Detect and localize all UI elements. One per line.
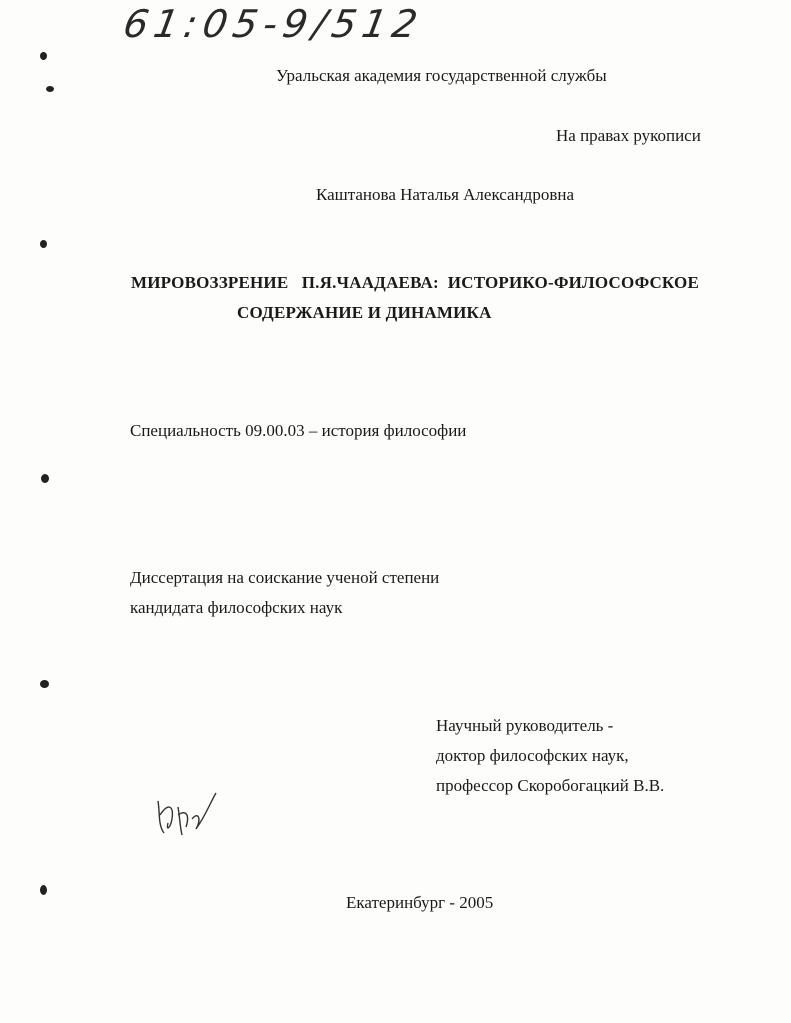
title-line-1: МИРОВОЗЗРЕНИЕ П.Я.ЧААДАЕВА: ИСТОРИКО-ФИЛОСОФСКОЕ xyxy=(131,273,699,292)
title-line-2: СОДЕРЖАНИЕ И ДИНАМИКА xyxy=(237,303,492,322)
manuscript-rights-note: На правах рукописи xyxy=(556,126,701,145)
margin-speck xyxy=(40,680,49,688)
supervisor-line-1: Научный руководитель - xyxy=(436,716,614,735)
margin-speck xyxy=(40,240,47,248)
margin-speck xyxy=(40,52,47,60)
dissertation-line-2: кандидата философских наук xyxy=(130,598,343,617)
dissertation-line-1: Диссертация на соискание ученой степени xyxy=(130,568,440,587)
margin-speck xyxy=(46,86,54,92)
specialty-line: Специальность 09.00.03 – история философии xyxy=(130,421,467,440)
handwritten-signature xyxy=(150,785,225,845)
city-and-year: Екатеринбург - 2005 xyxy=(346,893,494,912)
institution-name: Уральская академия государственной службы xyxy=(276,66,607,85)
supervisor-line-3: профессор Скоробогацкий В.В. xyxy=(436,776,665,795)
author-name: Каштанова Наталья Александровна xyxy=(316,185,575,204)
margin-speck xyxy=(40,885,47,895)
handwritten-archive-code: 61:05-9/512 xyxy=(120,2,427,46)
margin-speck xyxy=(41,474,49,483)
supervisor-line-2: доктор философских наук, xyxy=(436,746,629,765)
